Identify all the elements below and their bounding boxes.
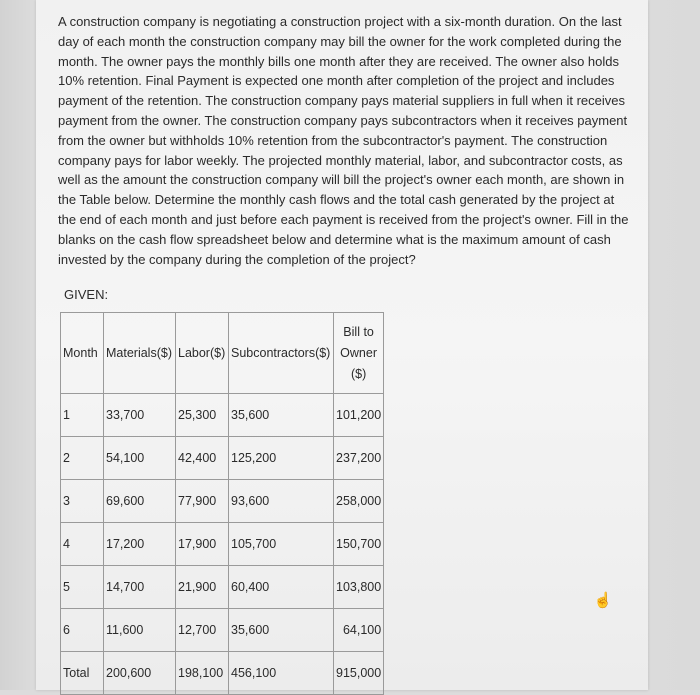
cell-bill: 237,200 bbox=[334, 437, 384, 480]
cell-bill: 915,000 bbox=[334, 652, 384, 695]
table-header-row bbox=[61, 313, 384, 394]
cell-subcontractors: 125,200 bbox=[229, 437, 334, 480]
header-materials: Materials($) bbox=[104, 313, 176, 394]
cell-month: 1 bbox=[61, 394, 104, 437]
cell-labor: 42,400 bbox=[176, 437, 229, 480]
cell-subcontractors: 105,700 bbox=[229, 523, 334, 566]
cell-month: 6 bbox=[61, 609, 104, 652]
table-row bbox=[61, 523, 384, 566]
cell-bill: 103,800 bbox=[334, 566, 384, 609]
cell-subcontractors: 456,100 bbox=[229, 652, 334, 695]
cell-materials: 69,600 bbox=[104, 480, 176, 523]
cell-month: 2 bbox=[61, 437, 104, 480]
cell-labor: 25,300 bbox=[176, 394, 229, 437]
table-total-row bbox=[61, 652, 384, 695]
table-row bbox=[61, 566, 384, 609]
hand-pointer-icon: ☝ bbox=[593, 592, 613, 609]
cell-bill: 150,700 bbox=[334, 523, 384, 566]
header-bill-to-owner: Bill to Owner ($) bbox=[334, 313, 384, 394]
table-row bbox=[61, 609, 384, 652]
cell-month: 3 bbox=[61, 480, 104, 523]
table-row bbox=[61, 480, 384, 523]
cost-table bbox=[60, 312, 384, 695]
cell-labor: 77,900 bbox=[176, 480, 229, 523]
header-labor: Labor($) bbox=[176, 313, 229, 394]
header-subcontractors: Subcontractors($) bbox=[229, 313, 334, 394]
cell-labor: 17,900 bbox=[176, 523, 229, 566]
cell-materials: 17,200 bbox=[104, 523, 176, 566]
cell-labor: 12,700 bbox=[176, 609, 229, 652]
header-month: Month bbox=[61, 313, 104, 394]
cell-subcontractors: 60,400 bbox=[229, 566, 334, 609]
cell-month: Total bbox=[61, 652, 104, 695]
cell-month: 5 bbox=[61, 566, 104, 609]
cell-subcontractors: 35,600 bbox=[229, 394, 334, 437]
cell-labor: 21,900 bbox=[176, 566, 229, 609]
cell-materials: 54,100 bbox=[104, 437, 176, 480]
problem-statement: A construction company is negotiating a construction project with a six-month duration. On the last day of each month the construction company may bill the owner for the work completed during the month. The owner pays the monthly bills one month after they are received. The owner also holds 10% retention. Final Payment is expected one month after completion of the project and includes payment of the retention. The construction company pays material suppliers in full when it receives payment from the owner. The construction company pays subcontractors when it receives payment from the owner but withholds 10% retention from the subcontractor's payment. The construction company pays for labor weekly. The projected monthly material, labor, and subcontractor costs, as well as the amount the construction company will bill the project's owner each month, are shown in the Table below. Determine the monthly cash flows and the total cash generated by the project at the end of each month and just before each payment is received from the project's owner. Fill in the blanks on the cash flow spreadsheet below and determine what is the maximum amount of cash invested by the company during the completion of the project? bbox=[58, 14, 629, 267]
cell-materials: 11,600 bbox=[104, 609, 176, 652]
cell-labor: 198,100 bbox=[176, 652, 229, 695]
cell-bill: 101,200 bbox=[334, 394, 384, 437]
cell-materials: 33,700 bbox=[104, 394, 176, 437]
cell-subcontractors: 93,600 bbox=[229, 480, 334, 523]
cell-materials: 200,600 bbox=[104, 652, 176, 695]
given-label: GIVEN: bbox=[64, 287, 109, 302]
cell-bill: 258,000 bbox=[334, 480, 384, 523]
cell-materials: 14,700 bbox=[104, 566, 176, 609]
table-row bbox=[61, 437, 384, 480]
cell-month: 4 bbox=[61, 523, 104, 566]
cell-subcontractors: 35,600 bbox=[229, 609, 334, 652]
cell-bill: 64,100 bbox=[334, 609, 384, 652]
table-row bbox=[61, 394, 384, 437]
